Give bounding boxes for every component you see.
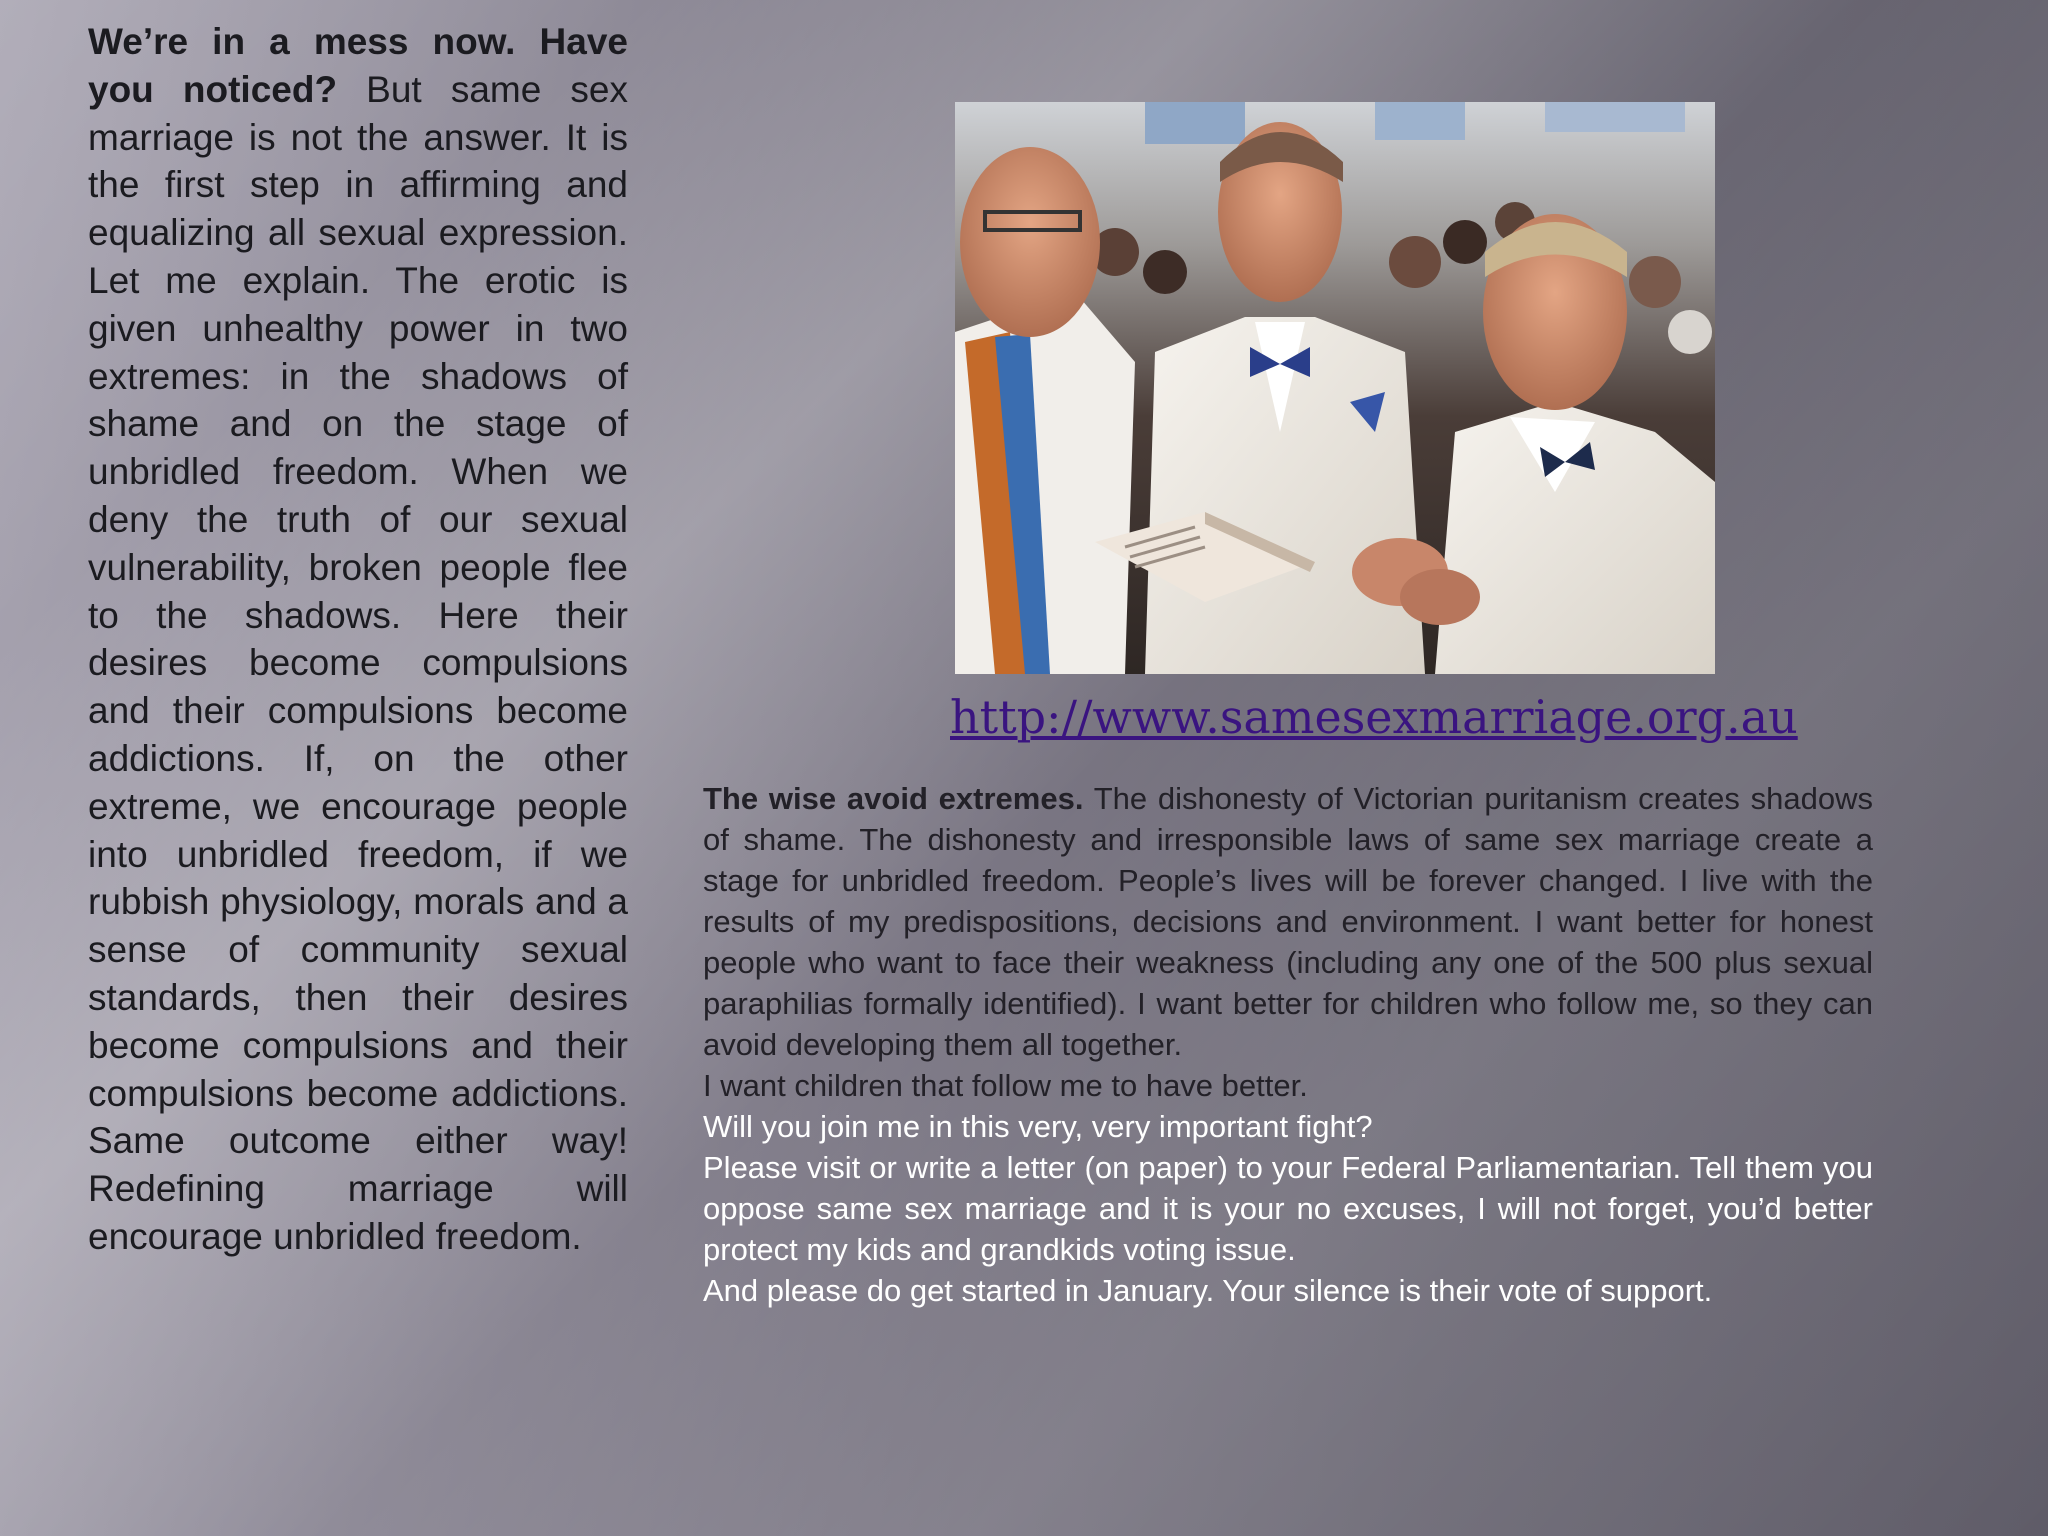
- wedding-photo: [955, 102, 1715, 674]
- right-body-text: The dishonesty of Victorian puritanism creates shadows of shame. The dishonesty and irresponsible laws of same sex marriage create a stage for unbridled freedom. People’s lives will be forever changed. I live with the results of my predispositions, decisions and environment. I want better for honest people who want to face their weakness (including any one of the 500 plus sexual paraphilias formally identified). I want better for children who follow me, so they can avoid developing them all together.: [703, 781, 1873, 1062]
- wedding-photo-icon: [955, 102, 1715, 674]
- samesexmarriage-link[interactable]: http://www.samesexmarriage.org.au: [950, 690, 1798, 744]
- right-column-text: [703, 778, 1873, 1311]
- right-lead-text: The wise avoid extremes.: [703, 781, 1084, 816]
- left-body-text: But same sex marriage is not the answer. It is the first step in affirming and equalizing all sexual expression. Let me explain. The erotic is given unhealthy power in two extremes: in the shadows of shame and on the stage of unbridled freedom. When we deny the truth of our sexual vulnerability, broken people flee to the shadows. Here their desires become compulsions and their compulsions become addictions. If, on the other extreme, we encourage people into unbridled freedom, if we rubbish physiology, morals and a sense of community sexual standards, then their desires become compulsions and their compulsions become addictions. Same outcome either way! Redefining marriage will encourage unbridled freedom.: [88, 68, 628, 1257]
- left-lead-text: We’re in a mess now. Have you noticed?: [88, 21, 628, 110]
- left-column-text: [88, 18, 628, 1261]
- january-line: And please do get started in January. Your silence is their vote of support.: [703, 1273, 1713, 1308]
- wise-paragraph: [703, 778, 1873, 1065]
- join-line: Will you join me in this very, very important fight?: [703, 1109, 1373, 1144]
- children-line: I want children that follow me to have better.: [703, 1068, 1308, 1103]
- visit-paragraph: Please visit or write a letter (on paper) to your Federal Parliamentarian. Tell them you oppose same sex marriage and it is your no excuses, I will not forget, you’d better protect my kids and grandkids voting issue.: [703, 1150, 1873, 1267]
